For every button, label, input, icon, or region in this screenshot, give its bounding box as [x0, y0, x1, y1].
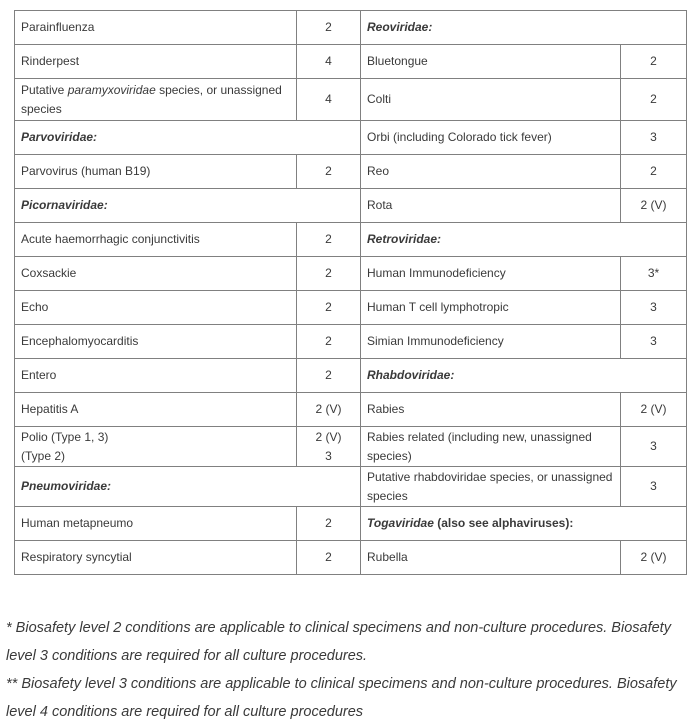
biosafety-level-cell [621, 189, 687, 223]
virus-name-part: Putative [21, 82, 68, 97]
biosafety-level-secondary: 3 [325, 448, 332, 463]
virus-name: Simian Immunodeficiency [367, 334, 504, 348]
virus-name: Bluetongue [367, 54, 428, 68]
biosafety-level: 2 (V) [315, 429, 342, 444]
virus-name: Hepatitis A [21, 402, 79, 416]
virus-name-part: species, or unassigned species [21, 82, 282, 116]
biosafety-level: 4 [325, 92, 332, 106]
virus-name-cell [15, 79, 297, 121]
virus-name-cell [15, 11, 297, 45]
biosafety-level: 2 (V) [315, 402, 342, 416]
virus-name: Human metapneumo [21, 516, 134, 530]
family-header [361, 359, 687, 393]
biosafety-level: 2 [650, 164, 657, 178]
biosafety-level: 3* [647, 266, 660, 280]
biosafety-level: 2 [325, 334, 332, 348]
family-header [15, 467, 361, 507]
virus-name-cell [361, 45, 621, 79]
biosafety-level: 2 [325, 550, 332, 564]
table-row [15, 467, 687, 507]
virus-name-secondary: (Type 2) [21, 448, 66, 463]
biosafety-level-cell [621, 291, 687, 325]
table-row [15, 427, 687, 467]
biosafety-level: 3 [650, 334, 657, 348]
family-name: Parvoviridae: [21, 130, 98, 144]
biosafety-level-cell [297, 359, 361, 393]
biosafety-level-cell [621, 325, 687, 359]
virus-name-cell [15, 427, 297, 467]
virus-name: Reo [367, 164, 390, 178]
biosafety-level-cell [297, 79, 361, 121]
table-row [15, 79, 687, 121]
virus-name-cell [361, 541, 621, 575]
family-name: Togaviridae [367, 516, 434, 530]
virus-name-cell [361, 393, 621, 427]
family-header [361, 11, 687, 45]
virus-name-cell [15, 507, 297, 541]
table-row [15, 541, 687, 575]
biosafety-level-cell [621, 427, 687, 467]
table-row [15, 359, 687, 393]
biosafety-level-cell [297, 325, 361, 359]
footnotes [6, 614, 686, 726]
virus-name-cell [15, 359, 297, 393]
virus-name-cell [361, 467, 621, 507]
family-name: Rhabdoviridae: [367, 368, 455, 382]
table-row [15, 121, 687, 155]
virus-name-cell [15, 393, 297, 427]
virus-name-cell [15, 291, 297, 325]
table-row [15, 155, 687, 189]
virus-name-part: paramyxoviridae [67, 82, 156, 97]
biosafety-level: 2 [325, 164, 332, 178]
virus-name-cell [361, 121, 621, 155]
table-row [15, 223, 687, 257]
biosafety-level-cell [297, 155, 361, 189]
virus-name: Orbi (including Colorado tick fever) [367, 130, 552, 144]
biosafety-level-cell [621, 393, 687, 427]
table-row [15, 189, 687, 223]
virus-name: Parvovirus (human B19) [21, 164, 151, 178]
biosafety-level: 2 [325, 516, 332, 530]
biosafety-level: 2 [650, 92, 657, 106]
family-header [15, 121, 361, 155]
footnote-double-asterisk: ** Biosafety level 3 conditions are applicable to clinical specimens and non-culture procedures. Biosafety level 4 conditions are required for all culture procedures [6, 676, 677, 720]
virus-name: Human T cell lymphotropic [367, 300, 509, 314]
virus-name: Human Immunodeficiency [367, 266, 506, 280]
biosafety-level-cell [297, 223, 361, 257]
virus-name: Rabies [367, 402, 405, 416]
biosafety-level: 3 [650, 439, 657, 453]
table-row [15, 507, 687, 541]
virus-name: Parainfluenza [21, 20, 95, 34]
biosafety-level: 2 [325, 266, 332, 280]
biosafety-level-cell [621, 257, 687, 291]
biosafety-level: 2 [325, 20, 332, 34]
virus-name-cell [361, 291, 621, 325]
virus-name-cell [15, 325, 297, 359]
virus-name: Putative rhabdoviridae species, or unassigned species [367, 469, 613, 503]
virus-name-cell [15, 257, 297, 291]
virus-name-cell [15, 45, 297, 79]
table-row [15, 257, 687, 291]
virus-name: Respiratory syncytial [21, 550, 132, 564]
family-name: Reoviridae: [367, 20, 433, 34]
biosafety-level: 2 (V) [640, 402, 667, 416]
virus-name-cell [15, 155, 297, 189]
biosafety-level: 3 [650, 300, 657, 314]
virus-name: Echo [21, 300, 49, 314]
biosafety-level-cell [297, 393, 361, 427]
footnote-single-asterisk: * Biosafety level 2 conditions are applicable to clinical specimens and non-culture procedures. Biosafety level 3 conditions are required for all culture procedures. [6, 620, 671, 664]
virus-name: Colti [367, 92, 392, 106]
biosafety-level-cell [621, 541, 687, 575]
virus-name: Rota [367, 198, 393, 212]
biosafety-level-cell [621, 155, 687, 189]
family-header [361, 507, 687, 541]
virus-name-cell [361, 257, 621, 291]
biosafety-level-cell [297, 11, 361, 45]
biosafety-level-cell [297, 427, 361, 467]
virus-name: Encephalomyocarditis [21, 334, 139, 348]
biosafety-level: 3 [650, 479, 657, 493]
biosafety-virus-table [14, 10, 687, 575]
family-name: Picornaviridae: [21, 198, 108, 212]
biosafety-level-cell [297, 541, 361, 575]
biosafety-level-cell [621, 79, 687, 121]
biosafety-level: 4 [325, 54, 332, 68]
biosafety-level-cell [297, 45, 361, 79]
biosafety-level: 2 [325, 232, 332, 246]
table-row [15, 11, 687, 45]
family-note: (also see alphaviruses): [433, 516, 574, 530]
biosafety-level-cell [297, 507, 361, 541]
virus-name: Acute haemorrhagic conjunctivitis [21, 232, 200, 246]
biosafety-level-cell [621, 45, 687, 79]
virus-name-cell [15, 541, 297, 575]
biosafety-level: 2 [325, 368, 332, 382]
virus-name: Rubella [367, 550, 408, 564]
virus-name-cell [15, 223, 297, 257]
virus-name-cell [361, 325, 621, 359]
biosafety-level-cell [621, 121, 687, 155]
virus-name-cell [361, 155, 621, 189]
family-header [361, 223, 687, 257]
virus-name: Rinderpest [21, 54, 80, 68]
table-row [15, 325, 687, 359]
biosafety-level-cell [297, 257, 361, 291]
virus-name: Rabies related (including new, unassigned species) [367, 429, 592, 463]
biosafety-level-cell [621, 467, 687, 507]
virus-name: Polio (Type 1, 3) [21, 429, 109, 444]
virus-name: Entero [21, 368, 57, 382]
family-header [15, 189, 361, 223]
biosafety-level: 2 (V) [640, 550, 667, 564]
family-name: Pneumoviridae: [21, 479, 112, 493]
biosafety-level: 2 (V) [640, 198, 667, 212]
biosafety-level: 3 [650, 130, 657, 144]
virus-name-cell [361, 79, 621, 121]
virus-name-cell [361, 189, 621, 223]
family-name: Retroviridae: [367, 232, 442, 246]
biosafety-level: 2 [650, 54, 657, 68]
table-row [15, 393, 687, 427]
biosafety-level: 2 [325, 300, 332, 314]
virus-name: Coxsackie [21, 266, 77, 280]
virus-name-cell [361, 427, 621, 467]
table-row [15, 45, 687, 79]
table-row [15, 291, 687, 325]
biosafety-level-cell [297, 291, 361, 325]
